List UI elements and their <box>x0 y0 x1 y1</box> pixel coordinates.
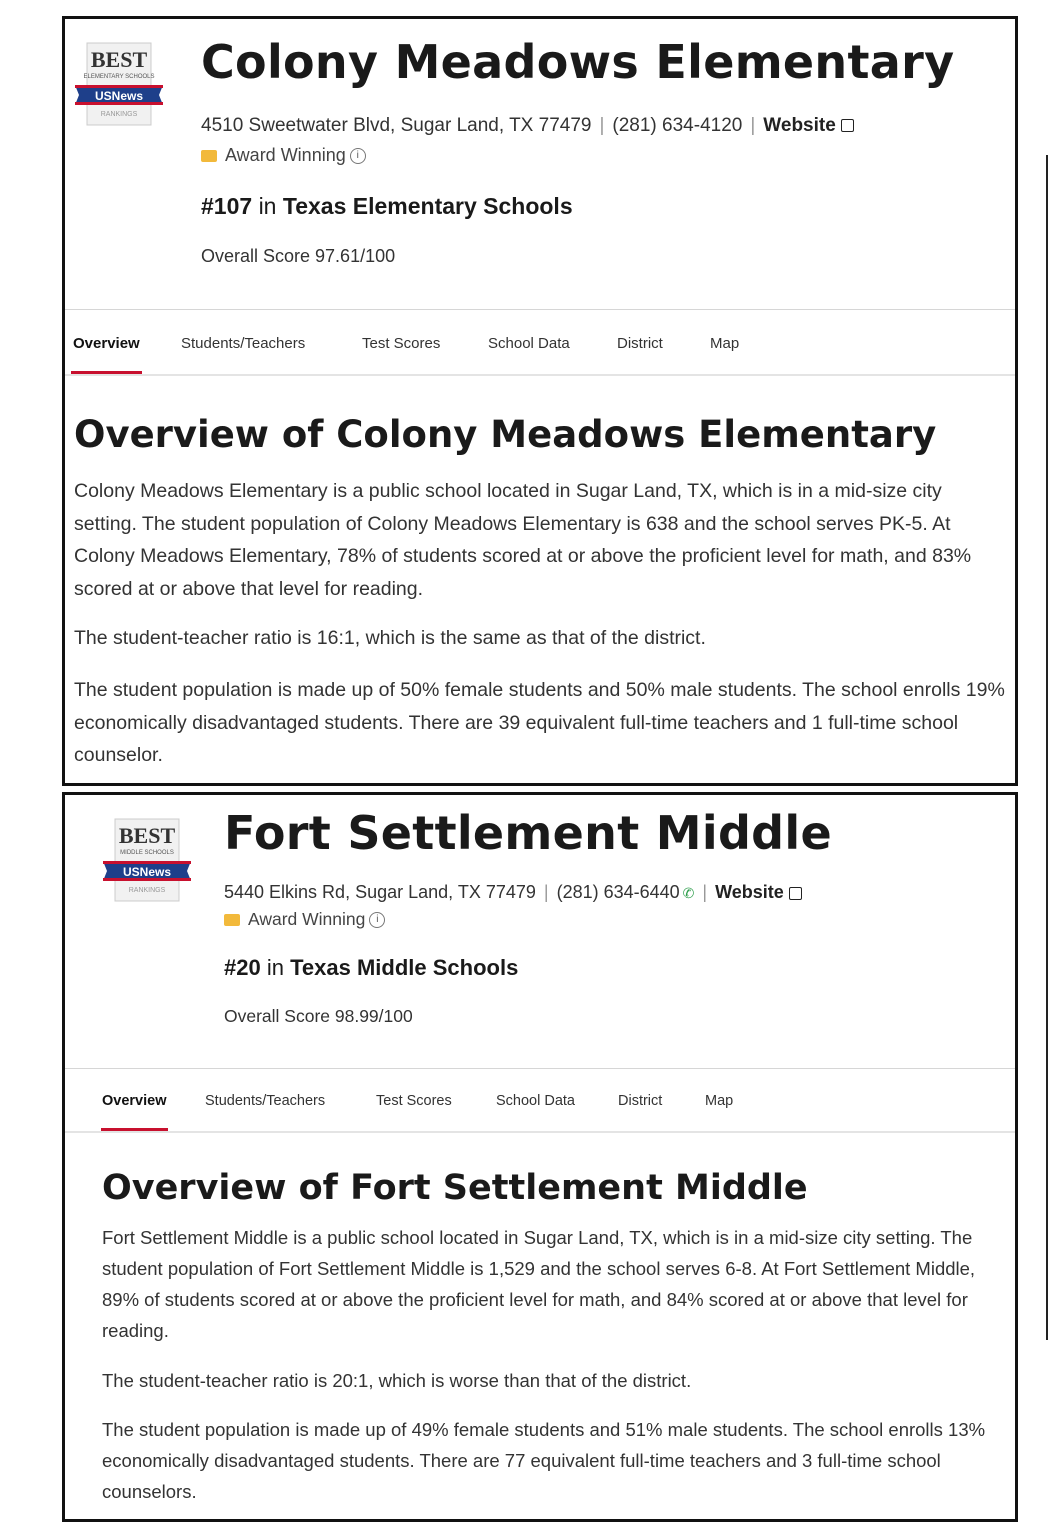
info-icon[interactable]: i <box>350 148 366 164</box>
tab-district[interactable]: District <box>617 335 663 352</box>
address: 4510 Sweetwater Blvd, Sugar Land, TX 77479 <box>201 115 592 136</box>
badge-category-text: MIDDLE SCHOOLS <box>120 850 174 856</box>
external-link-icon <box>841 119 854 132</box>
external-link-icon <box>789 887 802 900</box>
badge-best-text: BEST <box>90 47 148 72</box>
overview-paragraph-2: The student-teacher ratio is 16:1, which is the same as that of the district. <box>74 627 706 649</box>
contact-line: 4510 Sweetwater Blvd, Sugar Land, TX 77479 | (281) 634-4120 | Website <box>201 115 854 137</box>
address: 5440 Elkins Rd, Sugar Land, TX 77479 <box>224 882 536 902</box>
badge-brand-text: USNews <box>94 89 144 103</box>
rank-in: in <box>258 193 277 219</box>
phone-link[interactable]: (281) 634-6440 <box>556 882 680 902</box>
phone-icon[interactable]: ✆ <box>682 885 695 901</box>
badge-category-text: ELEMENTARY SCHOOLS <box>83 74 155 80</box>
overview-paragraph-1: Colony Meadows Elementary is a public school located in Sugar Land, TX, which is in a mid-size city setting. The student population of Colony Meadows Elementary is 638 and the school serves PK-5. At Colony Meadows Elementary, 78% of students scored at or above the proficient level for math, and 83% scored at or above that level for reading. <box>74 480 972 600</box>
overview-title: Overview of Colony Meadows Elementary <box>74 413 937 456</box>
tab-map[interactable]: Map <box>705 1093 734 1109</box>
award-line <box>224 909 385 930</box>
phone-link[interactable]: (281) 634-4120 <box>612 115 743 136</box>
badge-rankings-text: RANKINGS <box>100 111 138 118</box>
school-card-fort-settlement <box>62 792 1018 1522</box>
rank-list-link[interactable]: Texas Middle Schools <box>290 955 519 980</box>
award-label: Award Winning <box>225 145 346 165</box>
award-line <box>201 145 366 166</box>
tab-district[interactable]: District <box>618 1093 663 1109</box>
overview-paragraph-1: Fort Settlement Middle is a public school located in Sugar Land, TX, which is in a mid-size city setting. The student population of Fort Settlement Middle is 1,529 and the school serves 6-8. At Fort Settlement Middle, 89% of students scored at or above the proficient level for math, and 84% scored at or above that level for reading. <box>102 1227 976 1341</box>
best-elementary-schools-badge-icon <box>73 41 165 129</box>
rank-number: #20 <box>224 955 261 980</box>
tab-overview[interactable]: Overview <box>102 1093 167 1109</box>
rank-line <box>224 955 518 981</box>
rank-list-link[interactable]: Texas Elementary Schools <box>282 193 573 219</box>
tab-school-data[interactable]: School Data <box>488 335 570 352</box>
overview-paragraph-3: The student population is made up of 50% female students and 50% male students. The school enrolls 19% economically disadvantaged students. There are 39 equivalent full-time teachers and 1 full-time school counselor. <box>74 679 1005 766</box>
rank-line <box>201 193 573 220</box>
website-link[interactable]: Website <box>715 882 802 902</box>
overall-score: Overall Score 98.99/100 <box>224 1006 413 1026</box>
award-ribbon-icon <box>224 914 240 926</box>
tab-test-scores[interactable]: Test Scores <box>376 1093 452 1109</box>
overview-title: Overview of Fort Settlement Middle <box>102 1168 808 1208</box>
best-middle-schools-badge-icon <box>101 817 193 905</box>
rank-number: #107 <box>201 193 253 219</box>
award-label: Award Winning <box>248 909 366 929</box>
overview-paragraph-3: The student population is made up of 49% female students and 51% male students. The school enrolls 13% economically disadvantaged students. There are 77 equivalent full-time teachers and 3 full-time school counselors. <box>102 1419 986 1502</box>
rank-in: in <box>266 955 284 980</box>
tab-students-teachers[interactable]: Students/Teachers <box>181 335 306 352</box>
tab-map[interactable]: Map <box>710 335 740 352</box>
tab-school-data[interactable]: School Data <box>496 1093 575 1109</box>
tab-overview[interactable]: Overview <box>73 335 140 352</box>
overall-score: Overall Score 97.61/100 <box>201 246 396 266</box>
school-card-colony-meadows <box>62 16 1018 786</box>
website-link[interactable]: Website <box>763 115 854 136</box>
page-edge-line <box>1046 155 1048 1340</box>
tab-test-scores[interactable]: Test Scores <box>362 335 441 352</box>
contact-line: 5440 Elkins Rd, Sugar Land, TX 77479 | (281) 634-6440 ✆ | Website <box>224 882 802 903</box>
badge-brand-text: USNews <box>122 865 172 879</box>
badge-rankings-text: RANKINGS <box>128 887 166 894</box>
tab-students-teachers[interactable]: Students/Teachers <box>205 1093 326 1109</box>
badge-best-text: BEST <box>118 823 176 848</box>
overview-paragraph-2: The student-teacher ratio is 20:1, which is worse than that of the district. <box>102 1370 692 1391</box>
info-icon[interactable]: i <box>369 912 385 928</box>
school-name: Fort Settlement Middle <box>224 806 832 860</box>
school-name: Colony Meadows Elementary <box>201 35 955 89</box>
award-ribbon-icon <box>201 150 217 162</box>
